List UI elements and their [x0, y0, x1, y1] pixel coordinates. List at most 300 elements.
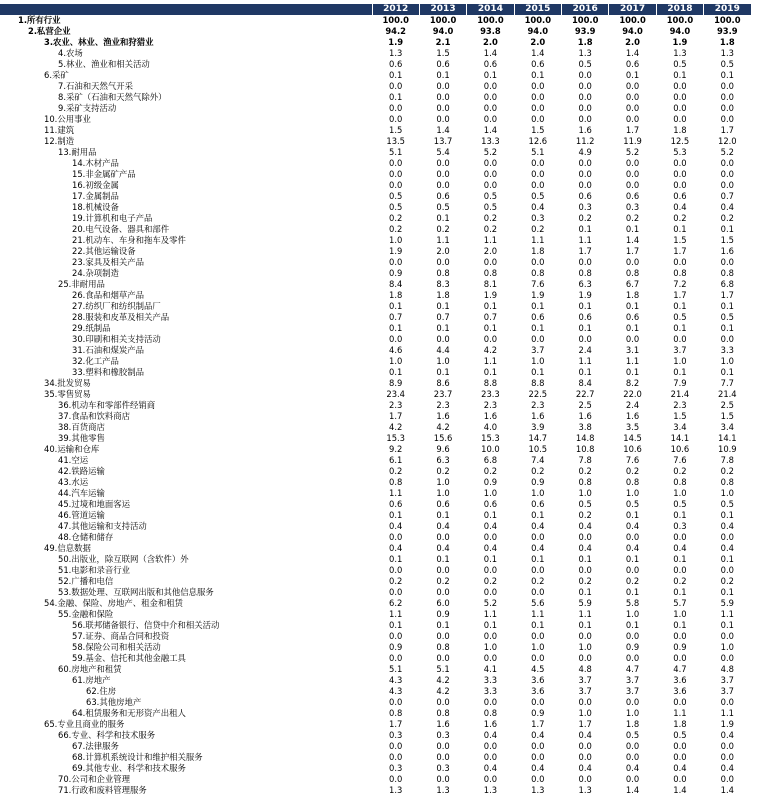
value-cell: 1.5 — [720, 411, 734, 421]
value-cell: 0.6 — [531, 59, 545, 69]
value-cell: 1.0 — [720, 488, 734, 498]
table-row — [0, 312, 751, 323]
value-cell: 0.4 — [483, 543, 498, 553]
value-cell: 0.5 — [673, 59, 687, 69]
industry-label-cell: 5.林业、渔业和相关活动 — [58, 59, 150, 69]
value-cell: 0.9 — [389, 642, 403, 652]
value-cell: 0.0 — [578, 70, 592, 80]
industry-label-cell: 1.所有行业 — [18, 15, 61, 25]
value-cell: 11.9 — [623, 136, 642, 146]
value-cell: 0.0 — [483, 334, 498, 344]
value-cell: 1.0 — [578, 642, 592, 652]
table-row — [0, 686, 751, 697]
year-header-cell: 2018 — [656, 4, 703, 15]
value-cell: 5.3 — [673, 147, 687, 157]
value-cell: 0.0 — [436, 257, 450, 267]
value-cell: 0.0 — [531, 741, 545, 751]
value-cell: 0.0 — [436, 587, 450, 597]
value-cell: 0.1 — [720, 620, 734, 630]
table-row — [0, 158, 751, 169]
value-cell: 1.6 — [531, 411, 545, 421]
value-cell: 0.0 — [720, 169, 734, 179]
industry-label-cell: 58.保险公司和相关活动 — [72, 642, 161, 652]
value-cell: 0.9 — [436, 609, 450, 619]
year-header-cell: 2014 — [467, 4, 514, 15]
value-cell: 0.6 — [625, 191, 640, 201]
industry-label-cell: 15.非金属矿产品 — [72, 169, 136, 179]
value-cell: 0.1 — [720, 224, 734, 234]
table-row — [0, 444, 751, 455]
value-cell: 0.0 — [720, 532, 734, 542]
value-cell: 0.0 — [625, 631, 640, 641]
industry-label-cell: 31.石油和煤炭产品 — [72, 345, 144, 355]
value-cell: 0.1 — [389, 92, 403, 102]
value-cell: 1.9 — [531, 290, 545, 300]
value-cell: 0.0 — [389, 334, 403, 344]
value-cell: 0.0 — [720, 631, 734, 641]
value-cell: 4.2 — [436, 422, 450, 432]
table-row — [0, 136, 751, 147]
value-cell: 0.0 — [483, 532, 498, 542]
value-cell: 23.4 — [386, 389, 406, 399]
value-cell: 1.6 — [436, 719, 450, 729]
table-row — [0, 224, 751, 235]
value-cell: 0.1 — [436, 213, 450, 223]
value-cell: 5.8 — [625, 598, 640, 608]
year-header-cell: 2016 — [562, 4, 609, 15]
value-cell: 14.1 — [670, 433, 690, 443]
value-cell: 0.0 — [389, 697, 403, 707]
value-cell: 0.0 — [673, 774, 687, 784]
value-cell: 0.6 — [578, 191, 592, 201]
value-cell: 1.1 — [625, 356, 640, 366]
value-cell: 1.1 — [578, 235, 592, 245]
value-cell: 0.0 — [531, 114, 545, 124]
value-cell: 0.0 — [531, 532, 545, 542]
table-row — [0, 37, 751, 48]
value-cell: 0.0 — [578, 114, 592, 124]
value-cell: 0.5 — [483, 202, 498, 212]
value-cell: 1.8 — [436, 290, 450, 300]
value-cell: 0.0 — [531, 334, 545, 344]
value-cell: 3.7 — [625, 686, 640, 696]
value-cell: 0.0 — [531, 565, 545, 575]
value-cell: 0.1 — [720, 587, 734, 597]
industry-label-cell: 25.非耐用品 — [58, 279, 105, 289]
value-cell: 0.1 — [578, 620, 592, 630]
value-cell: 0.0 — [625, 532, 640, 542]
value-cell: 22.5 — [528, 389, 548, 399]
value-cell: 8.8 — [531, 378, 545, 388]
value-cell: 0.1 — [673, 554, 687, 564]
value-cell: 0.0 — [483, 169, 498, 179]
value-cell: 0.1 — [483, 367, 498, 377]
value-cell: 94.0 — [622, 26, 643, 36]
value-cell: 1.9 — [578, 290, 592, 300]
value-cell: 0.0 — [436, 752, 450, 762]
value-cell: 0.0 — [436, 158, 450, 168]
value-cell: 0.3 — [673, 521, 687, 531]
value-cell: 0.0 — [578, 257, 592, 267]
value-cell: 13.3 — [481, 136, 500, 146]
value-cell: 0.0 — [673, 114, 687, 124]
value-cell: 6.8 — [483, 455, 498, 465]
value-cell: 0.0 — [673, 158, 687, 168]
value-cell: 0.0 — [578, 565, 592, 575]
table-row — [0, 543, 751, 554]
value-cell: 2.0 — [530, 37, 546, 47]
value-cell: 0.0 — [531, 774, 545, 784]
value-cell: 0.7 — [483, 312, 498, 322]
value-cell: 0.0 — [625, 81, 640, 91]
value-cell: 1.8 — [625, 719, 640, 729]
value-cell: 0.0 — [720, 334, 734, 344]
value-cell: 0.6 — [625, 312, 640, 322]
industry-label-cell: 43.水运 — [58, 477, 89, 487]
value-cell: 1.4 — [483, 125, 498, 135]
value-cell: 0.0 — [483, 741, 498, 751]
value-cell: 0.1 — [531, 301, 545, 311]
table-row — [0, 92, 751, 103]
value-cell: 0.0 — [436, 631, 450, 641]
industry-label-cell: 18.机械设备 — [72, 202, 119, 212]
value-cell: 0.4 — [578, 521, 592, 531]
value-cell: 12.6 — [528, 136, 548, 146]
value-cell: 0.0 — [483, 158, 498, 168]
value-cell: 0.3 — [578, 202, 592, 212]
value-cell: 1.6 — [720, 246, 734, 256]
value-cell: 1.4 — [625, 785, 640, 795]
table-row — [0, 565, 751, 576]
industry-label-cell: 65.专业且商业的服务 — [44, 719, 125, 729]
value-cell: 0.1 — [531, 70, 545, 80]
value-cell: 0.0 — [483, 180, 498, 190]
value-cell: 0.0 — [436, 103, 450, 113]
table-row — [0, 422, 751, 433]
value-cell: 0.8 — [578, 268, 592, 278]
industry-label-cell: 13.耐用品 — [58, 147, 97, 157]
value-cell: 0.0 — [673, 92, 687, 102]
table-row — [0, 741, 751, 752]
value-cell: 0.3 — [436, 730, 450, 740]
table-row — [0, 125, 751, 136]
value-cell: 2.3 — [531, 400, 545, 410]
value-cell: 0.4 — [436, 543, 450, 553]
table-row — [0, 466, 751, 477]
value-cell: 1.7 — [720, 290, 734, 300]
value-cell: 0.0 — [625, 169, 640, 179]
value-cell: 1.0 — [531, 488, 545, 498]
table-row — [0, 114, 751, 125]
table-row — [0, 730, 751, 741]
value-cell: 0.3 — [625, 202, 640, 212]
value-cell: 4.3 — [389, 686, 403, 696]
table-row — [0, 631, 751, 642]
table-row — [0, 235, 751, 246]
value-cell: 0.8 — [720, 477, 734, 487]
value-cell: 1.4 — [625, 48, 640, 58]
value-cell: 0.2 — [389, 224, 403, 234]
value-cell: 4.1 — [483, 664, 498, 674]
value-cell: 0.4 — [578, 730, 592, 740]
table-row — [0, 433, 751, 444]
table-row — [0, 598, 751, 609]
value-cell: 0.0 — [673, 257, 687, 267]
value-cell: 0.1 — [483, 554, 498, 564]
industry-label-cell: 29.纸制品 — [72, 323, 111, 333]
value-cell: 0.2 — [673, 576, 687, 586]
value-cell: 0.1 — [625, 620, 640, 630]
industry-label-cell: 60.房地产和租赁 — [58, 664, 122, 674]
value-cell: 100.0 — [382, 15, 409, 25]
value-cell: 0.1 — [389, 554, 403, 564]
value-cell: 1.6 — [483, 719, 498, 729]
value-cell: 1.8 — [531, 246, 545, 256]
value-cell: 11.2 — [575, 136, 595, 146]
industry-share-table — [0, 4, 752, 796]
value-cell: 0.0 — [483, 631, 498, 641]
industry-label-cell: 38.百货商店 — [58, 422, 105, 432]
value-cell: 0.6 — [436, 59, 450, 69]
value-cell: 0.1 — [578, 301, 592, 311]
value-cell: 2.0 — [436, 246, 450, 256]
value-cell: 0.0 — [720, 741, 734, 751]
value-cell: 94.2 — [385, 26, 407, 36]
value-cell: 0.8 — [436, 708, 450, 718]
value-cell: 0.2 — [625, 576, 640, 586]
value-cell: 0.8 — [389, 708, 403, 718]
value-cell: 0.1 — [531, 510, 545, 520]
value-cell: 1.1 — [531, 609, 545, 619]
table-row — [0, 774, 751, 785]
table-row — [0, 455, 751, 466]
value-cell: 8.8 — [483, 378, 498, 388]
table-row — [0, 510, 751, 521]
table-row — [0, 169, 751, 180]
value-cell: 0.0 — [578, 752, 592, 762]
value-cell: 0.0 — [389, 774, 403, 784]
table-row — [0, 356, 751, 367]
value-cell: 3.7 — [578, 675, 592, 685]
value-cell: 0.2 — [389, 576, 403, 586]
value-cell: 1.1 — [483, 235, 498, 245]
value-cell: 0.0 — [436, 334, 450, 344]
value-cell: 7.8 — [720, 455, 734, 465]
table-row — [0, 246, 751, 257]
table-row — [0, 587, 751, 598]
value-cell: 0.4 — [578, 543, 592, 553]
value-cell: 1.3 — [578, 48, 592, 58]
value-cell: 5.1 — [389, 147, 403, 157]
value-cell: 0.8 — [720, 268, 734, 278]
value-cell: 0.0 — [531, 587, 545, 597]
value-cell: 2.0 — [483, 37, 498, 47]
industry-label-cell: 44.汽车运输 — [58, 488, 105, 498]
value-cell: 0.0 — [436, 92, 450, 102]
value-cell: 3.6 — [673, 686, 687, 696]
value-cell: 0.0 — [389, 169, 403, 179]
value-cell: 100.0 — [429, 15, 457, 25]
value-cell: 7.2 — [673, 279, 687, 289]
value-cell: 8.6 — [436, 378, 450, 388]
header-blank-cell — [0, 4, 372, 15]
value-cell: 4.7 — [673, 664, 687, 674]
value-cell: 0.9 — [531, 708, 545, 718]
value-cell: 1.1 — [720, 708, 734, 718]
value-cell: 0.1 — [720, 510, 734, 520]
value-cell: 1.1 — [578, 356, 592, 366]
value-cell: 0.0 — [436, 653, 450, 663]
value-cell: 0.5 — [578, 499, 592, 509]
value-cell: 1.0 — [625, 488, 640, 498]
value-cell: 0.0 — [483, 565, 498, 575]
value-cell: 1.0 — [625, 708, 640, 718]
value-cell: 0.5 — [673, 730, 687, 740]
table-row — [0, 103, 751, 114]
value-cell: 0.0 — [578, 334, 592, 344]
value-cell: 1.0 — [483, 642, 498, 652]
value-cell: 1.7 — [673, 246, 687, 256]
industry-label-cell: 37.食品和饮料商店 — [58, 411, 130, 421]
value-cell: 0.5 — [625, 499, 640, 509]
industry-label-cell: 30.印刷和相关支持活动 — [72, 334, 161, 344]
industry-label-cell: 45.过境和地面客运 — [58, 499, 130, 509]
value-cell: 0.0 — [436, 774, 450, 784]
value-cell: 2.3 — [673, 400, 687, 410]
value-cell: 100.0 — [666, 15, 694, 25]
value-cell: 0.1 — [389, 70, 403, 80]
industry-label-cell: 12.制造 — [44, 136, 75, 146]
value-cell: 4.8 — [720, 664, 734, 674]
value-cell: 1.0 — [436, 477, 450, 487]
value-cell: 22.0 — [623, 389, 642, 399]
value-cell: 6.3 — [436, 455, 450, 465]
value-cell: 0.7 — [389, 312, 403, 322]
value-cell: 12.5 — [670, 136, 690, 146]
value-cell: 0.0 — [436, 565, 450, 575]
value-cell: 0.0 — [673, 653, 687, 663]
value-cell: 0.0 — [625, 158, 640, 168]
table-row — [0, 268, 751, 279]
value-cell: 3.3 — [483, 675, 498, 685]
industry-label-cell: 67.法律服务 — [72, 741, 119, 751]
value-cell: 3.7 — [720, 686, 734, 696]
value-cell: 1.4 — [720, 785, 734, 795]
industry-label-cell: 23.家具及相关产品 — [72, 257, 144, 267]
value-cell: 0.1 — [673, 587, 687, 597]
value-cell: 1.7 — [389, 719, 403, 729]
industry-label-cell: 19.计算机和电子产品 — [72, 213, 153, 223]
value-cell: 0.0 — [720, 103, 734, 113]
value-cell: 0.0 — [531, 752, 545, 762]
value-cell: 1.0 — [720, 356, 734, 366]
table-row — [0, 653, 751, 664]
table-row — [0, 367, 751, 378]
value-cell: 0.2 — [483, 213, 498, 223]
table-row — [0, 411, 751, 422]
value-cell: 3.9 — [531, 422, 545, 432]
value-cell: 0.1 — [673, 620, 687, 630]
value-cell: 1.5 — [389, 125, 403, 135]
value-cell: 22.7 — [575, 389, 595, 399]
value-cell: 0.0 — [389, 752, 403, 762]
value-cell: 0.1 — [436, 70, 450, 80]
value-cell: 0.0 — [673, 741, 687, 751]
value-cell: 0.8 — [483, 268, 498, 278]
value-cell: 0.1 — [720, 323, 734, 333]
value-cell: 2.0 — [625, 37, 640, 47]
value-cell: 0.1 — [483, 510, 498, 520]
industry-label-cell: 39.其他零售 — [58, 433, 105, 443]
industry-label-cell: 69.其他专业、科学和技术服务 — [72, 763, 186, 773]
value-cell: 0.0 — [531, 697, 545, 707]
value-cell: 0.0 — [720, 774, 734, 784]
value-cell: 4.2 — [436, 675, 450, 685]
industry-label-cell: 64.租赁服务和无形资产出租人 — [72, 708, 186, 718]
year-header-cell: 2012 — [372, 4, 419, 15]
value-cell: 7.9 — [673, 378, 687, 388]
industry-label-cell: 48.仓储和储存 — [58, 532, 114, 542]
value-cell: 0.0 — [720, 257, 734, 267]
industry-label-cell: 28.服装和皮革及相关产品 — [72, 312, 170, 322]
value-cell: 0.1 — [720, 367, 734, 377]
value-cell: 0.0 — [625, 565, 640, 575]
value-cell: 0.2 — [436, 466, 450, 476]
value-cell: 3.7 — [720, 675, 734, 685]
value-cell: 0.4 — [720, 202, 734, 212]
industry-label-cell: 54.金融、保险、房地产、租金和租赁 — [44, 598, 183, 608]
value-cell: 1.9 — [389, 246, 403, 256]
table-row — [0, 763, 751, 774]
value-cell: 0.1 — [625, 554, 640, 564]
value-cell: 6.8 — [720, 279, 734, 289]
value-cell: 100.0 — [477, 15, 504, 25]
value-cell: 0.0 — [578, 180, 592, 190]
value-cell: 0.0 — [483, 81, 498, 91]
industry-label-cell: 6.采矿 — [44, 70, 69, 80]
value-cell: 0.1 — [483, 301, 498, 311]
value-cell: 0.3 — [389, 730, 403, 740]
value-cell: 4.6 — [389, 345, 403, 355]
value-cell: 0.0 — [483, 752, 498, 762]
value-cell: 0.0 — [389, 81, 403, 91]
value-cell: 0.0 — [673, 180, 687, 190]
value-cell: 0.9 — [389, 268, 403, 278]
value-cell: 0.1 — [531, 554, 545, 564]
value-cell: 5.4 — [436, 147, 450, 157]
table-row — [0, 301, 751, 312]
value-cell: 0.0 — [673, 334, 687, 344]
value-cell: 0.2 — [625, 213, 640, 223]
industry-label-cell: 22.其他运输设备 — [72, 246, 136, 256]
value-cell: 0.0 — [625, 697, 640, 707]
value-cell: 15.3 — [386, 433, 406, 443]
value-cell: 0.4 — [720, 730, 734, 740]
industry-label-cell: 70.公司和企业管理 — [58, 774, 130, 784]
table-row — [0, 576, 751, 587]
value-cell: 0.9 — [531, 477, 545, 487]
value-cell: 3.4 — [720, 422, 734, 432]
value-cell: 0.0 — [389, 114, 403, 124]
value-cell: 5.1 — [436, 664, 450, 674]
value-cell: 0.2 — [436, 224, 450, 234]
value-cell: 0.5 — [389, 191, 403, 201]
value-cell: 1.0 — [436, 488, 450, 498]
industry-label-cell: 3.农业、林业、渔业和狩猎业 — [44, 37, 154, 47]
value-cell: 0.8 — [436, 642, 450, 652]
value-cell: 0.6 — [389, 499, 403, 509]
value-cell: 1.8 — [625, 290, 640, 300]
